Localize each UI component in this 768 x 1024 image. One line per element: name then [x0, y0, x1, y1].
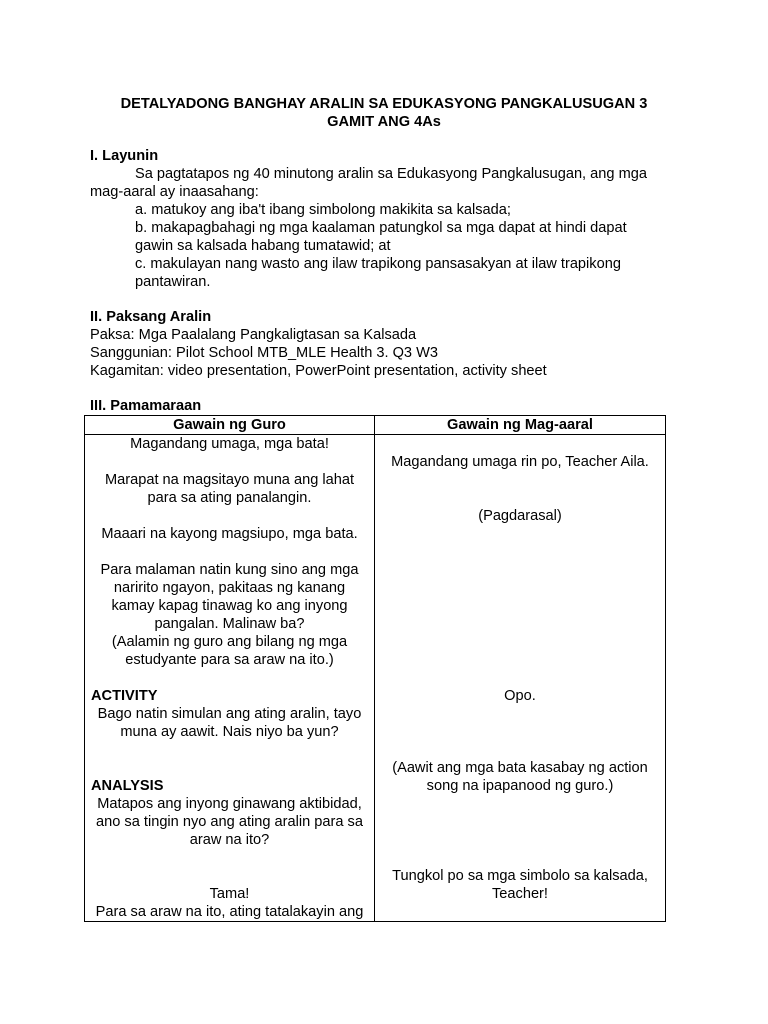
- title-line-2: GAMIT ANG 4As: [327, 114, 441, 130]
- student-greeting: Magandang umaga rin po, Teacher Aila.: [391, 454, 649, 470]
- objective-b-line-2: gawin sa kalsada habang tumatawid; at: [135, 238, 391, 254]
- student-prayer: (Pagdarasal): [478, 508, 562, 524]
- teacher-attendance-line-1: Para malaman natin kung sino ang mga: [100, 562, 359, 578]
- teacher-attendance-line-2: naririto ngayon, pakitaas ng kanang: [113, 580, 346, 596]
- teacher-analysis-line-2: ano sa tingin nyo ang ating aralin para sa: [96, 814, 363, 830]
- activity-label: ACTIVITY: [91, 688, 158, 704]
- teacher-attendance-line-4: pangalan. Malinaw ba?: [154, 616, 305, 632]
- procedure-table: [84, 415, 666, 922]
- objective-b-line-1: b. makapagbahagi ng mga kaalaman patungkol sa mga dapat at hindi dapat: [135, 220, 627, 236]
- title-line-1: DETALYADONG BANGHAY ARALIN SA EDUKASYONG PANGKALUSUGAN 3: [120, 96, 648, 112]
- student-opo: Opo.: [504, 688, 536, 704]
- section-paksa: [90, 308, 670, 380]
- teacher-activity-line-2: muna ay aawit. Nais niyo ba yun?: [120, 724, 339, 740]
- teacher-column: [85, 435, 375, 922]
- pamamaraan-heading: III. Pamamaraan: [90, 398, 202, 414]
- section-pamamaraan: [90, 397, 670, 415]
- student-column: [375, 435, 666, 922]
- student-answer-line-1: Tungkol po sa mga simbolo sa kalsada,: [392, 868, 648, 884]
- layunin-intro-line-2: mag-aaral ay inaasahang:: [90, 184, 259, 200]
- document-title: [90, 95, 678, 131]
- teacher-sit: Maaari na kayong magsiupo, mga bata.: [101, 526, 358, 542]
- teacher-analysis-line-3: araw na ito?: [189, 832, 270, 848]
- teacher-analysis-line-1: Matapos ang inyong ginawang aktibidad,: [97, 796, 362, 812]
- teacher-stand-line-2: para sa ating panalangin.: [147, 490, 312, 506]
- objective-c-line-2: pantawiran.: [135, 274, 211, 290]
- teacher-greeting: Magandang umaga, mga bata!: [130, 436, 329, 452]
- paksa-topic: Paksa: Mga Paalalang Pangkaligtasan sa Kalsada: [90, 327, 417, 343]
- student-sing-line-1: (Aawit ang mga bata kasabay ng action: [392, 760, 648, 776]
- analysis-label: ANALYSIS: [91, 778, 164, 794]
- table-body-row: [85, 435, 666, 922]
- table-header-row: [85, 416, 666, 435]
- teacher-attendance-line-6: estudyante para sa araw na ito.): [125, 652, 334, 668]
- student-answer-line-2: Teacher!: [492, 886, 548, 902]
- teacher-activity-line-1: Bago natin simulan ang ating aralin, tayo: [97, 706, 362, 722]
- teacher-attendance-line-3: kamay kapag tinawag ko ang inyong: [111, 598, 348, 614]
- layunin-intro-line-1: Sa pagtatapos ng 40 minutong aralin sa Edukasyong Pangkalusugan, ang mga: [135, 166, 647, 182]
- paksa-reference: Sanggunian: Pilot School MTB_MLE Health 3. Q3 W3: [90, 345, 438, 361]
- teacher-attendance-line-5: (Aalamin ng guro ang bilang ng mga: [111, 634, 348, 650]
- objective-c-line-1: c. makulayan nang wasto ang ilaw trapikong pansasakyan at ilaw trapikong: [135, 256, 621, 272]
- section-layunin: [90, 147, 670, 291]
- teacher-last-line: Para sa araw na ito, ating tatalakayin ang: [95, 904, 364, 920]
- paksa-heading: II. Paksang Aralin: [90, 309, 212, 325]
- objective-a: a. matukoy ang iba't ibang simbolong makikita sa kalsada;: [135, 202, 511, 218]
- layunin-heading: I. Layunin: [90, 148, 159, 164]
- header-gawain-magaaral: Gawain ng Mag-aaral: [375, 416, 666, 435]
- header-gawain-guro: Gawain ng Guro: [85, 416, 375, 435]
- teacher-stand-line-1: Marapat na magsitayo muna ang lahat: [104, 472, 355, 488]
- teacher-tama: Tama!: [209, 886, 250, 902]
- student-sing-line-2: song na ipapanood ng guro.): [426, 778, 614, 794]
- paksa-materials: Kagamitan: video presentation, PowerPoint presentation, activity sheet: [90, 363, 547, 379]
